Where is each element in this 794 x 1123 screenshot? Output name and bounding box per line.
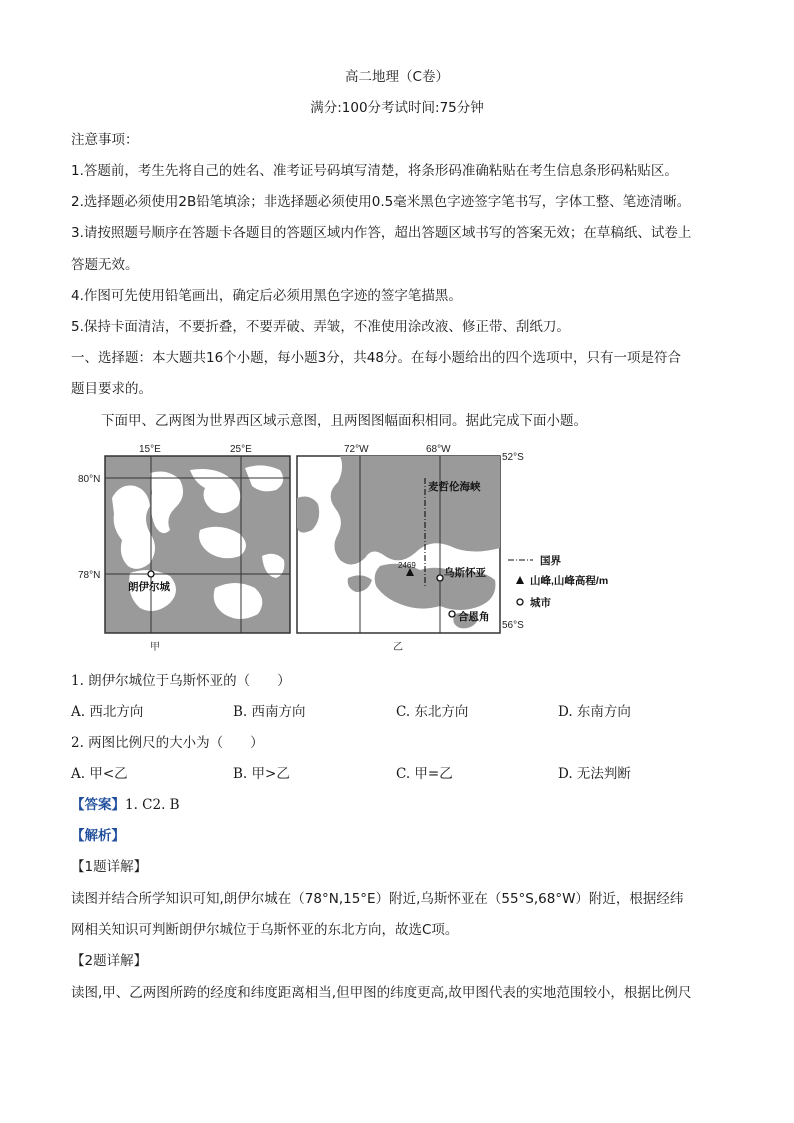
- map-jia: [105, 456, 290, 633]
- legend-peak-label: 山峰,山峰高程/m: [530, 575, 609, 587]
- paper-subtitle: 满分:100分考试时间:75分钟: [310, 100, 484, 116]
- question-2-option-d: D. 无法判断: [558, 766, 631, 782]
- detail-2-line-1: 读图,甲、乙两图所跨的经度和纬度距离相当,但甲图的纬度更高,故甲图代表的实地范围较小，根据比例尺: [71, 985, 692, 1001]
- analysis-label: 【解析】: [71, 828, 125, 844]
- map-yi-caption: 乙: [393, 642, 403, 653]
- jia-lon-2: 25°E: [230, 444, 252, 455]
- yi-cape-label: 合恩角: [458, 611, 490, 623]
- answer-label: 【答案】: [71, 797, 125, 813]
- question-2-option-c: C. 甲=乙: [396, 766, 453, 782]
- notice-item-4: 4.作图可先使用铅笔画出，确定后必须用黑色字迹的签字笔描黑。: [71, 288, 462, 304]
- city-ushuaia-marker: [437, 575, 443, 581]
- legend-city-label: 城市: [530, 597, 551, 609]
- paper-title: 高二地理（C卷）: [345, 69, 449, 85]
- notice-item-2: 2.选择题必须使用2B铅笔填涂；非选择题必须使用0.5毫米黑色字迹签字笔书写，字体工整、笔迹清晰。: [71, 194, 691, 210]
- question-1-option-c: C. 东北方向: [396, 704, 469, 720]
- section-heading-cont: 题目要求的。: [71, 381, 152, 397]
- detail-2-heading: 【2题详解】: [71, 953, 148, 969]
- notice-item-3-cont: 答题无效。: [71, 257, 139, 273]
- notice-item-5: 5.保持卡面清洁，不要折叠，不要弄破、弄皱，不准使用涂改液、修正带、刮纸刀。: [71, 319, 570, 335]
- maps-figure: [0, 438, 794, 658]
- question-1-option-d: D. 东南方向: [558, 704, 631, 720]
- detail-1-line-1: 读图并结合所学知识可知,朗伊尔城在（78°N,15°E）附近,乌斯怀亚在（55°S,68°W）附近，根据经纬: [71, 891, 684, 907]
- yi-lat-2: 56°S: [502, 620, 524, 631]
- question-intro: 下面甲、乙两图为世界西区域示意图，且两图图幅面积相同。据此完成下面小题。: [101, 413, 587, 429]
- notice-item-1: 1.答题前，考生先将自己的姓名、准考证号码填写清楚，将条形码准确粘贴在考生信息条形码粘贴区。: [71, 163, 678, 179]
- detail-1-heading: 【1题详解】: [71, 859, 148, 875]
- yi-lon-1: 72°W: [344, 444, 369, 455]
- yi-strait-label: 麦哲伦海峡: [428, 481, 481, 493]
- yi-lon-2: 68°W: [426, 444, 451, 455]
- city-longyearbyen-marker: [148, 571, 154, 577]
- jia-lat-2: 78°N: [78, 570, 101, 581]
- question-2-stem: 2. 两图比例尺的大小为（ ）: [71, 735, 264, 751]
- notice-heading: 注意事项：: [71, 132, 139, 148]
- question-1-option-a: A. 西北方向: [71, 704, 144, 720]
- jia-lon-1: 15°E: [139, 444, 161, 455]
- notice-item-3: 3.请按照题号顺序在答题卡各题目的答题区域内作答，超出答题区域书写的答案无效；在草稿纸、试卷上: [71, 225, 692, 241]
- answer-text: 1. C2. B: [125, 797, 180, 813]
- question-2-option-b: B. 甲>乙: [233, 766, 290, 782]
- detail-1-line-2: 网相关知识可判断朗伊尔城位于乌斯怀亚的东北方向，故选C项。: [71, 922, 459, 938]
- answer-line: [71, 796, 180, 814]
- jia-city-label: 朗伊尔城: [128, 581, 170, 593]
- question-1-option-b: B. 西南方向: [233, 704, 306, 720]
- yi-peak-label: 2469: [398, 561, 416, 570]
- section-heading: 一、选择题：本大题共16个小题，每小题3分，共48分。在每小题给出的四个选项中，只有一项是符合: [71, 350, 681, 366]
- legend-border-label: 国界: [540, 555, 561, 567]
- yi-lat-1: 52°S: [502, 452, 524, 463]
- question-2-option-a: A. 甲<乙: [71, 766, 128, 782]
- city-cape-marker: [449, 611, 455, 617]
- map-jia-caption: 甲: [150, 642, 160, 653]
- question-1-stem: 1. 朗伊尔城位于乌斯怀亚的（ ）: [71, 673, 291, 689]
- jia-lat-1: 80°N: [78, 474, 101, 485]
- maps-svg: [0, 438, 794, 658]
- yi-city-label: 乌斯怀亚: [444, 567, 486, 579]
